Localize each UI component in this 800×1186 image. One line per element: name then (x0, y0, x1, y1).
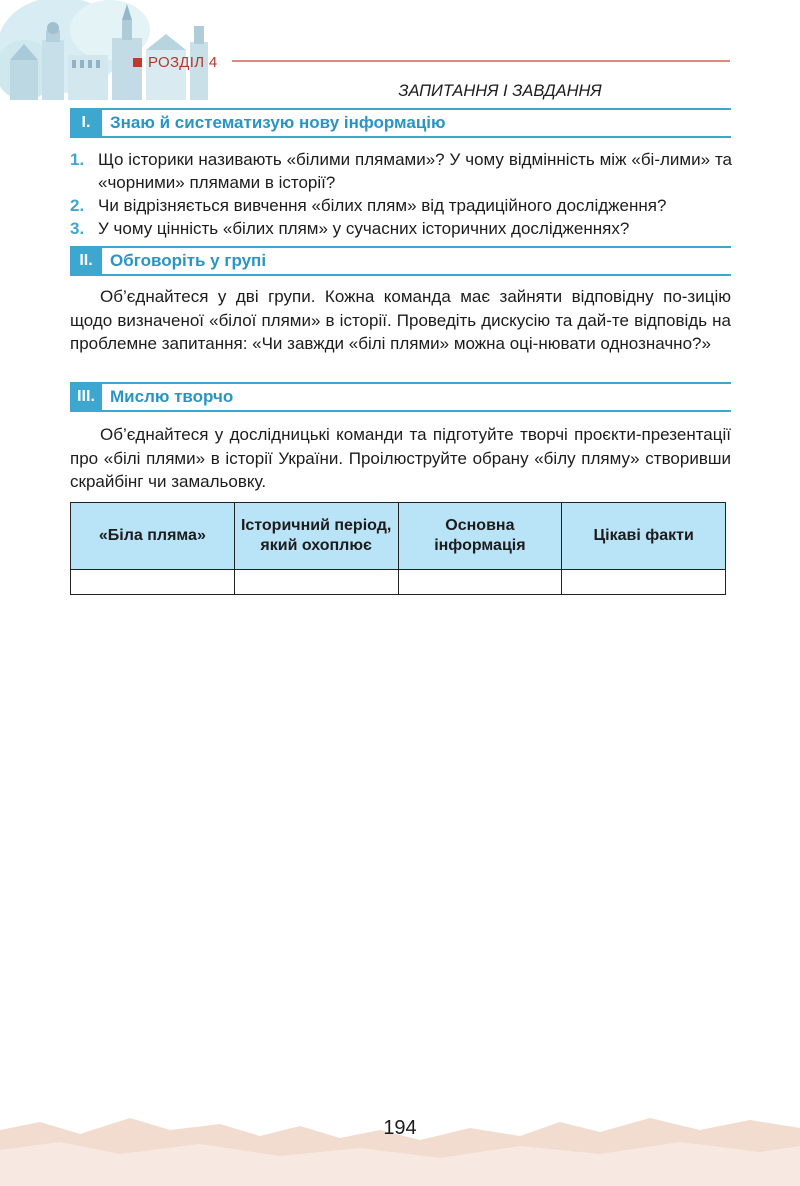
table-header-cell: «Біла пляма» (71, 503, 235, 570)
section-3-paragraph: Об’єднайтеся у дослідницькі команди та підготуйте творчі проєкти-презентації про «білі плями» в історії України. Проілюструйте обрану «білу пляму» створивши скрайбінг чи замальовку. (70, 425, 731, 491)
header-divider (232, 60, 730, 62)
question-item (70, 148, 732, 194)
question-text: Що історики називають «білими плямами»? У чому відмінність між «бі-лими» та «чорними» плямами в історії? (98, 150, 732, 192)
section-2-paragraph: Об’єднайтеся у дві групи. Кожна команда має зайняти відповідну по-зицію щодо визначеної «білої плями» в історії. Проведіть дискусію та дай-те відповідь на проблемне запитання: «Чи завжди «білі плями» можна оці-нювати однозначно?» (70, 287, 731, 353)
section-3-number: III. (70, 384, 102, 410)
section-heading: ЗАПИТАННЯ І ЗАВДАННЯ (398, 82, 602, 100)
chapter-label (133, 52, 217, 72)
section-1-title: Знаю й систематизую нову інформацію (110, 113, 446, 132)
table-cell (71, 570, 235, 595)
question-item (70, 217, 732, 240)
question-number: 2. (70, 196, 85, 215)
task-table (70, 502, 726, 595)
table-header-cell: Основна інформація (398, 503, 562, 570)
table-row (71, 570, 726, 595)
table-cell (562, 570, 726, 595)
table-header-cell: Історичний період, який охоплює (234, 503, 398, 570)
section-1-header (70, 108, 731, 138)
table-cell (234, 570, 398, 595)
question-text: У чому цінність «білих плям» у сучасних історичних дослідженнях? (98, 219, 630, 238)
section-2-header (70, 246, 731, 276)
section-1-number: I. (70, 110, 102, 136)
section-3-title: Мислю творчо (110, 387, 234, 406)
section-2-number: II. (70, 248, 102, 274)
question-item (70, 194, 732, 217)
question-text: Чи відрізняється вивчення «білих плям» від традиційного дослідження? (98, 196, 667, 215)
footer-landscape-decoration (0, 1100, 800, 1186)
section-1-question-list (70, 148, 732, 240)
question-number: 3. (70, 219, 85, 238)
page-number: 194 (383, 1117, 417, 1139)
question-number: 1. (70, 150, 85, 169)
section-2-title: Обговоріть у групі (110, 251, 267, 270)
chapter-marker-icon (133, 58, 142, 67)
table-header-row (71, 503, 726, 570)
table-header-cell: Цікаві факти (562, 503, 726, 570)
chapter-label-text: РОЗДІЛ 4 (148, 53, 218, 71)
table-cell (398, 570, 562, 595)
section-3-header (70, 382, 731, 412)
